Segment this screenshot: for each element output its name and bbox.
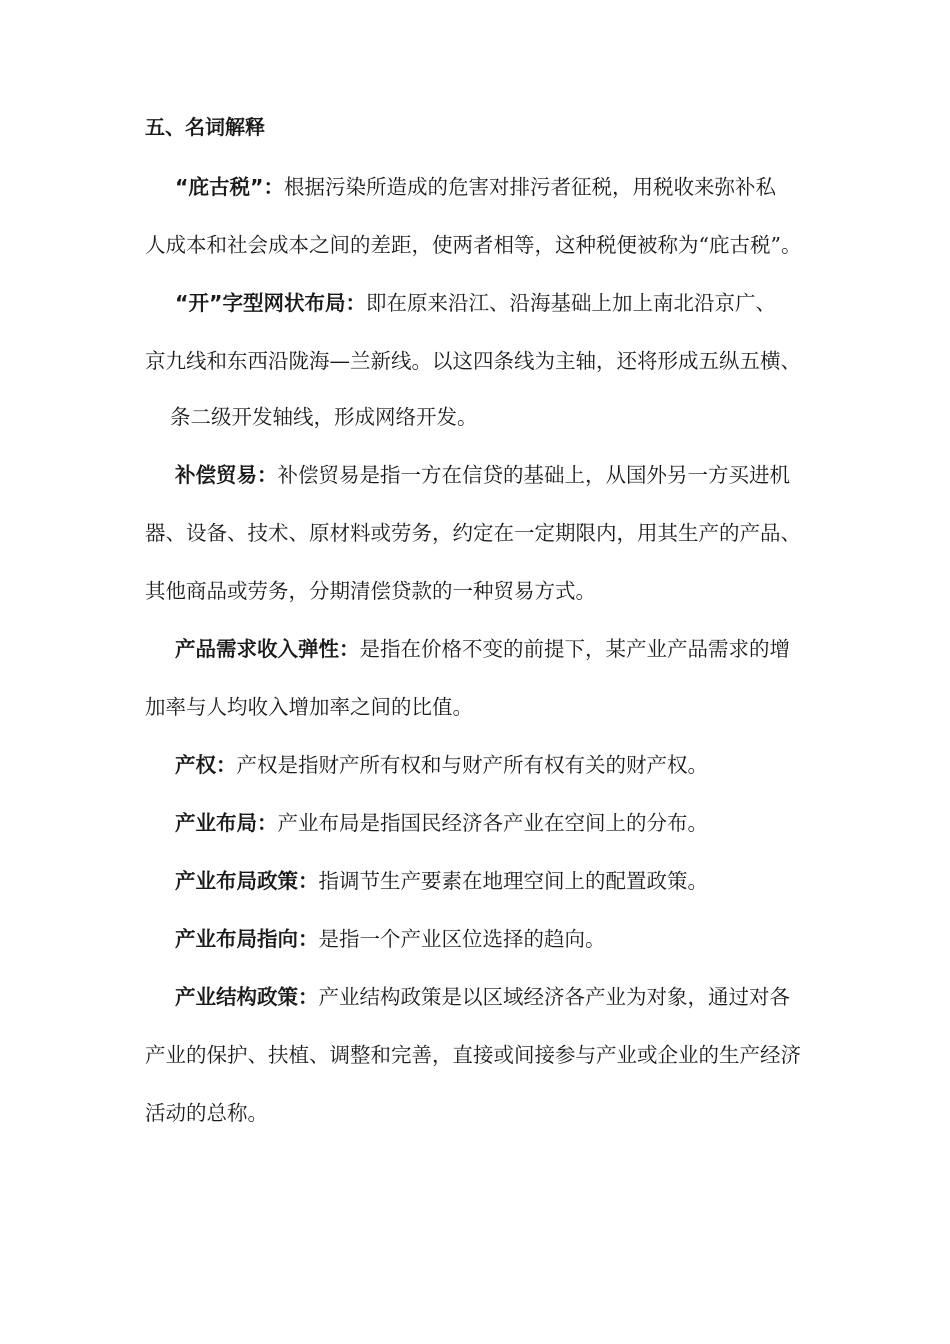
definition-text: 产权是指财产所有权和与财产所有权有关的财产权。 xyxy=(236,753,708,777)
entry-income-elasticity-line-2: 加率与人均收入增加率之间的比值。 xyxy=(145,695,473,719)
term-income-elasticity: 产品需求收入弹性： xyxy=(175,637,360,661)
entry-compensation-trade-line-3: 其他商品或劳务，分期清偿贷款的一种贸易方式。 xyxy=(145,579,596,603)
definition-text: 是指在价格不变的前提下，某产业产品需求的增 xyxy=(359,637,790,661)
entry-layout-orientation-line-1 xyxy=(175,924,606,954)
definition-text: 产业结构政策是以区域经济各产业为对象，通过对各 xyxy=(318,985,790,1009)
entry-kai-layout-line-1 xyxy=(175,288,776,318)
entry-industrial-layout-line-1 xyxy=(175,808,708,838)
entry-income-elasticity-line-1 xyxy=(175,634,790,664)
entry-compensation-trade-line-1 xyxy=(175,460,790,490)
entry-structure-policy-line-2: 产业的保护、扶植、调整和完善，直接或间接参与产业或企业的生产经济 xyxy=(145,1043,801,1067)
entry-structure-policy-line-1 xyxy=(175,982,790,1012)
entry-pigou-tax-line-2: 人成本和社会成本之间的差距，使两者相等，这种税便被称为“庇古税”。 xyxy=(145,233,802,257)
entry-kai-layout-line-2: 京九线和东西沿陇海—兰新线。以这四条线为主轴，还将形成五纵五横、 xyxy=(145,349,801,373)
term-kai-layout: “开”字型网状布局： xyxy=(175,291,366,315)
definition-text: 指调节生产要素在地理空间上的配置政策。 xyxy=(318,869,708,893)
entry-structure-policy-line-3: 活动的总称。 xyxy=(145,1101,268,1125)
entry-property-rights-line-1 xyxy=(175,750,708,780)
term-property-rights: 产权： xyxy=(175,753,237,777)
term-pigou-tax: “庇古税”： xyxy=(175,175,284,199)
term-layout-policy: 产业布局政策： xyxy=(175,869,319,893)
entry-pigou-tax-line-1 xyxy=(175,172,776,202)
term-layout-orientation: 产业布局指向： xyxy=(175,927,319,951)
entry-kai-layout-line-3: 条二级开发轴线，形成网络开发。 xyxy=(170,405,478,429)
definition-text: 根据污染所造成的危害对排污者征税，用税收来弥补私 xyxy=(283,175,776,199)
definition-text: 是指一个产业区位选择的趋向。 xyxy=(318,927,606,951)
entry-compensation-trade-line-2: 器、设备、技术、原材料或劳务，约定在一定期限内，用其生产的产品、 xyxy=(145,521,801,545)
section-title: 五、名词解释 xyxy=(145,115,265,139)
definition-text: 补偿贸易是指一方在信贷的基础上，从国外另一方买进机 xyxy=(277,463,790,487)
definition-text: 即在原来沿江、沿海基础上加上南北沿京广、 xyxy=(365,291,776,315)
entry-layout-policy-line-1 xyxy=(175,866,708,896)
term-structure-policy: 产业结构政策： xyxy=(175,985,319,1009)
term-compensation-trade: 补偿贸易： xyxy=(175,463,278,487)
definition-text: 产业布局是指国民经济各产业在空间上的分布。 xyxy=(277,811,708,835)
term-industrial-layout: 产业布局： xyxy=(175,811,278,835)
